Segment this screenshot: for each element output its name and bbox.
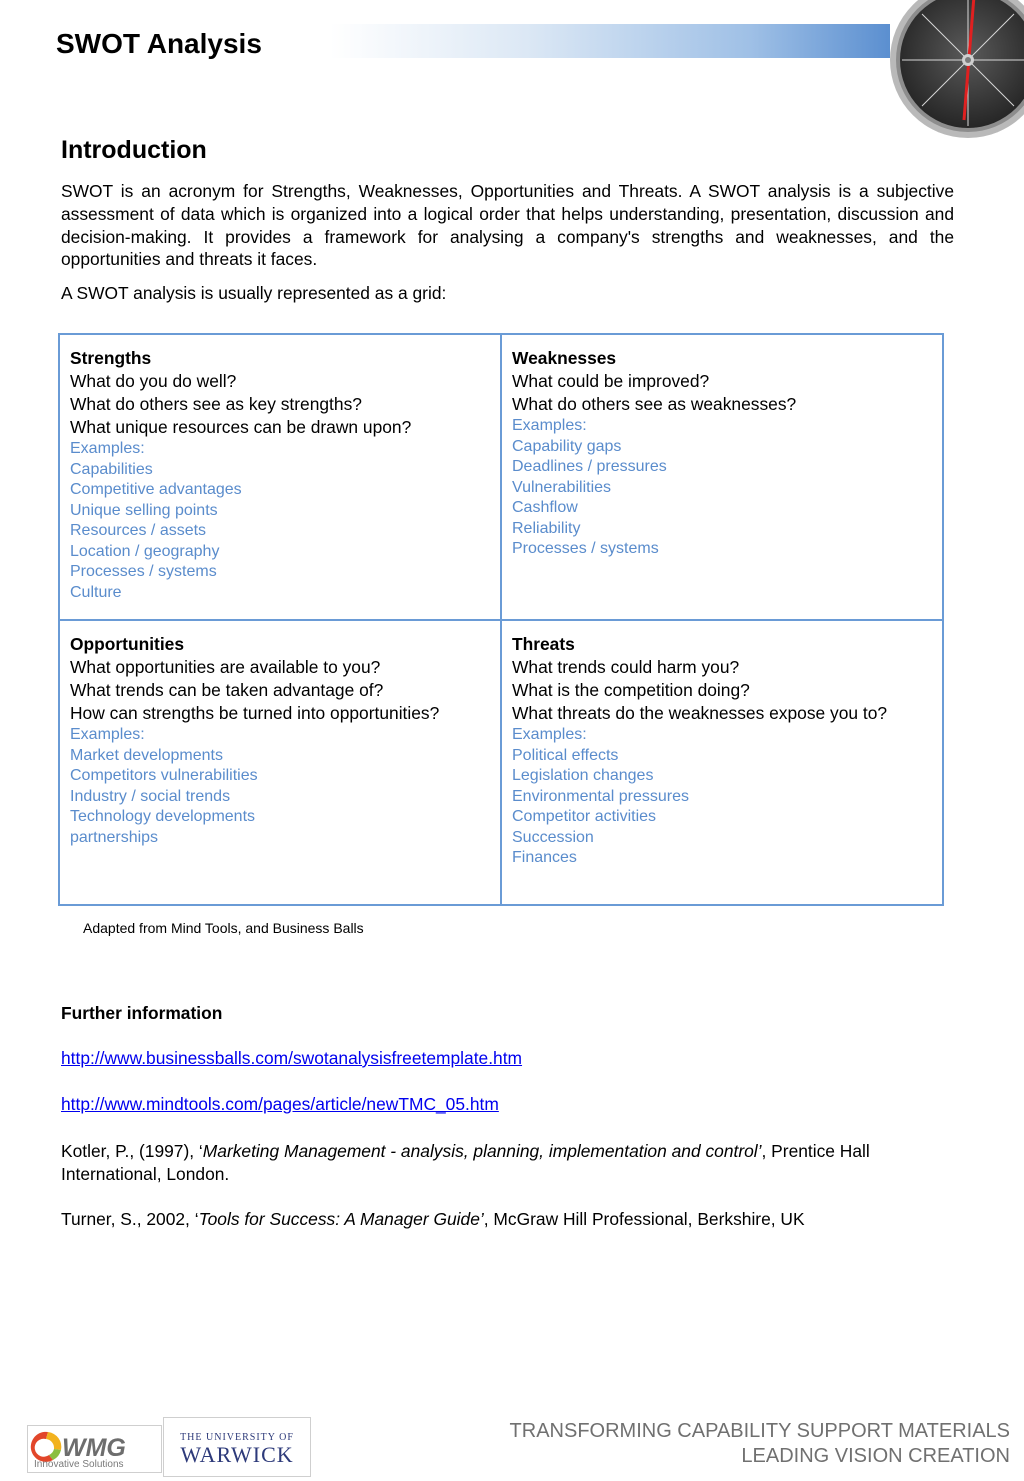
header-gradient-bar [330,24,890,58]
strengths-example: Capabilities [70,460,153,478]
warwick-logo [163,1417,311,1477]
strengths-example: Culture [70,583,122,601]
businessballs-link[interactable]: http://www.businessballs.com/swotanalysisfreetemplate.htm [61,1048,523,1068]
weaknesses-cell [501,334,943,620]
opportunities-example: Technology developments [70,808,256,825]
weaknesses-question: What do others see as weaknesses? [512,394,797,414]
footer-tagline [510,1419,1010,1469]
threats-question: What threats do the weaknesses expose you to? [512,703,888,723]
reference-author: Turner, S., 2002, ‘ [61,1209,199,1229]
reference-publisher: , McGraw Hill Professional, Berkshire, UK [483,1209,805,1229]
strengths-example: Unique selling points [70,501,218,519]
mindtools-link[interactable]: http://www.mindtools.com/pages/article/newTMC_05.htm [61,1094,499,1114]
strengths-example: Processes / systems [70,563,217,580]
svg-text:WARWICK: WARWICK [180,1442,294,1467]
strengths-example: Location / geography [70,542,220,560]
strengths-examples-label: Examples: [70,440,145,457]
reference-publisher: , Prentice Hall International, London. [61,1141,870,1184]
threats-title: Threats [512,634,575,654]
opportunities-cell [59,620,501,905]
svg-text:WMG: WMG [62,1434,126,1462]
threats-question: What trends could harm you? [512,657,740,677]
threats-example: Political effects [512,746,619,764]
opportunities-title: Opportunities [70,634,184,654]
opportunities-question: How can strengths be turned into opportunities? [70,703,440,723]
opportunities-example: partnerships [70,828,159,846]
weaknesses-example: Cashflow [512,499,578,516]
strengths-cell [59,334,501,620]
threats-example: Succession [512,828,594,846]
threats-question: What is the competition doing? [512,680,750,700]
compass-gauge-image [868,0,1024,140]
reference-turner [61,1208,941,1231]
weaknesses-example: Processes / systems [512,540,659,557]
strengths-example: Resources / assets [70,522,207,539]
weaknesses-title: Weaknesses [512,348,617,368]
reference-kotler [61,1140,941,1186]
threats-example: Environmental pressures [512,787,689,805]
further-information-heading: Further information [61,1003,223,1023]
footer-line-2: LEADING VISION CREATION [741,1445,1010,1467]
strengths-title: Strengths [70,348,152,368]
opportunities-example: Industry / social trends [70,787,231,805]
strengths-question: What do others see as key strengths? [70,394,362,414]
weaknesses-example: Capability gaps [512,437,622,455]
strengths-example: Competitive advantages [70,481,242,498]
threats-example: Competitor activities [512,808,657,825]
footer-line-1: TRANSFORMING CAPABILITY SUPPORT MATERIALS [509,1420,1010,1442]
reference-author: Kotler, P., (1997), ‘ [61,1141,203,1161]
weaknesses-example: Deadlines / pressures [512,458,667,475]
opportunities-examples-label: Examples: [70,726,145,743]
opportunities-question: What trends can be taken advantage of? [70,680,384,700]
strengths-question: What unique resources can be drawn upon? [70,417,412,437]
introduction-heading: Introduction [61,136,207,164]
document-title: SWOT Analysis [56,28,262,59]
wmg-logo [27,1425,162,1473]
reference-title: Marketing Management - analysis, planning, implementation and control’ [202,1141,762,1161]
reference-title: Tools for Success: A Manager Guide’ [198,1209,484,1229]
grid-intro-text: A SWOT analysis is usually represented as a grid: [61,283,447,303]
swot-grid [58,333,944,906]
threats-cell [501,620,943,905]
grid-credit: Adapted from Mind Tools, and Business Balls [83,920,364,936]
svg-text:THE UNIVERSITY OF: THE UNIVERSITY OF [180,1432,294,1443]
opportunities-question: What opportunities are available to you? [70,657,381,677]
weaknesses-example: Reliability [512,519,581,537]
opportunities-example: Competitors vulnerabilities [70,767,258,784]
weaknesses-question: What could be improved? [512,371,710,391]
threats-example: Legislation changes [512,767,654,784]
introduction-paragraph: SWOT is an acronym for Strengths, Weaknesses, Opportunities and Threats. A SWOT analysis is a subjective assessment of data which is organized into a logical order that helps understanding, presentation, discussion and decision-making. It provides a framework for analysing a company's strengths and weaknesses, and the opportunities and threats it faces. [61,181,954,270]
weaknesses-examples-label: Examples: [512,417,587,434]
threats-example: Finances [512,849,577,866]
opportunities-example: Market developments [70,746,223,764]
svg-text:Innovative Solutions: Innovative Solutions [34,1459,124,1470]
threats-examples-label: Examples: [512,726,587,743]
strengths-question: What do you do well? [70,371,237,391]
weaknesses-example: Vulnerabilities [512,478,612,496]
